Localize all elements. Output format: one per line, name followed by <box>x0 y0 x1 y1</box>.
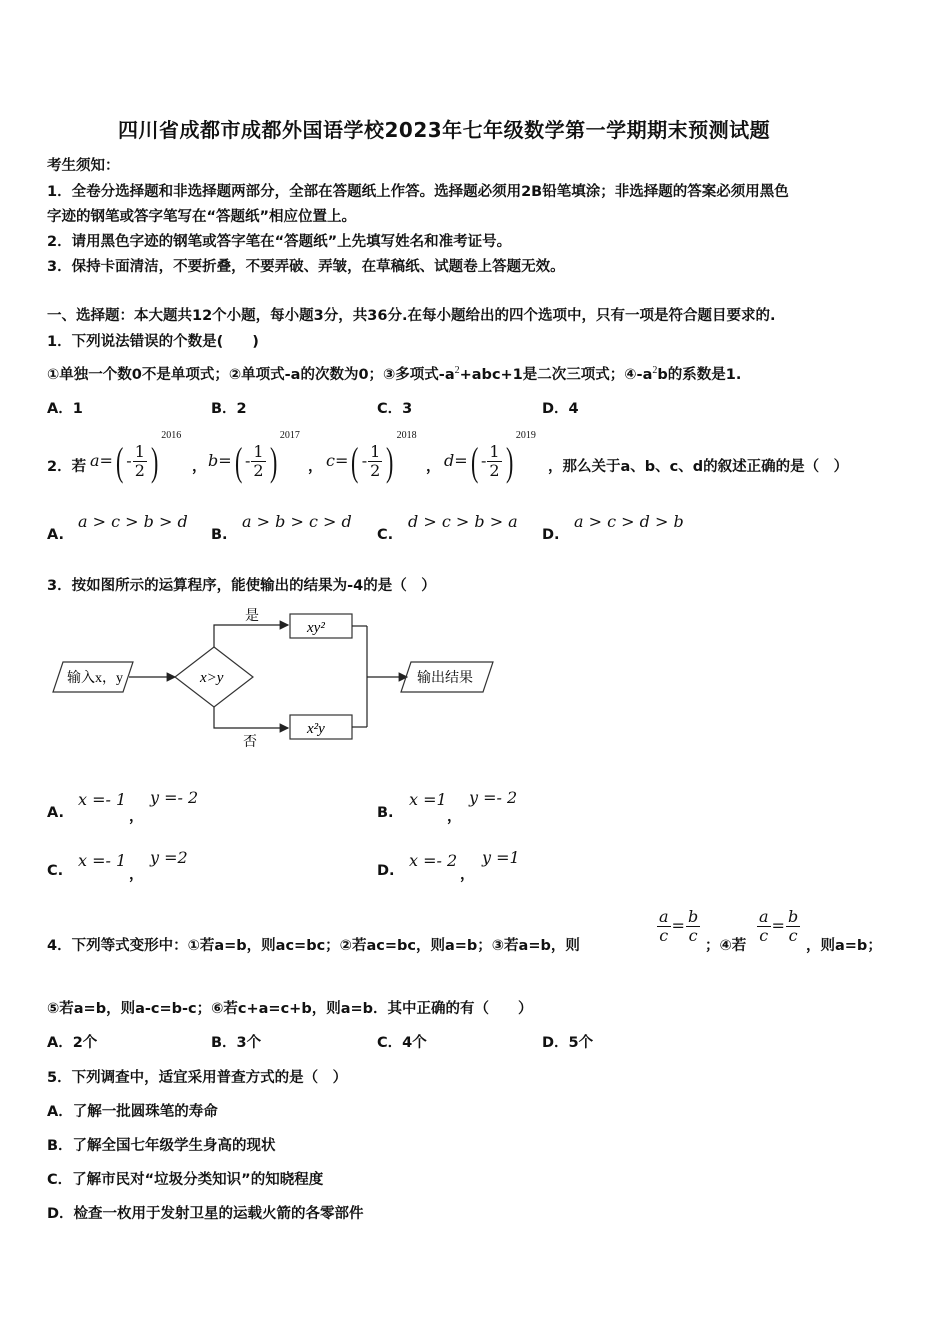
q4-stem-b: ；④若 <box>705 938 747 954</box>
flow-no-label: 否 <box>243 735 257 750</box>
q3-option-c-label[interactable]: C. <box>47 863 64 879</box>
q4-stem-c: ，则a=b； <box>806 938 882 954</box>
q3-option-d-sep: ， <box>460 867 475 883</box>
q3-option-a-label[interactable]: A. <box>47 805 64 821</box>
notice-heading: 考生须知： <box>47 158 120 174</box>
q3-option-d-x[interactable]: x =- 2 <box>409 851 458 870</box>
q1-option-c[interactable]: C．3 <box>377 401 413 417</box>
q2-option-c[interactable]: d > c > b > a <box>408 512 518 531</box>
q2-option-d-label[interactable]: D. <box>542 527 560 543</box>
q2-option-d[interactable]: a > c > d > b <box>574 512 684 531</box>
q1-statements: ①单独一个数0不是单项式；②单项式-a的次数为0；③多项式$-a^2+abc+1$是二次三项式；$④-a^2b$的系数是1. <box>47 365 742 383</box>
flow-input-label: 输入x，y <box>67 671 123 686</box>
q2-expr-b: b=( - $\frac{1}{2}$ )$^{2017}$ <box>208 430 300 484</box>
q4-option-b[interactable]: B．3个 <box>211 1035 262 1051</box>
flow-no-op: x²y <box>307 721 325 737</box>
page-title: 四川省成都市成都外国语学校2023年七年级数学第一学期期末预测试题 <box>118 118 771 142</box>
notice-item-1: 1．全卷分选择题和非选择题两部分，全部在答题纸上作答。选择题必须用2B铅笔填涂；非选择题的答案必须用黑色 <box>47 184 789 200</box>
q1-option-a[interactable]: A．1 <box>47 401 83 417</box>
q3-option-b-label[interactable]: B. <box>377 805 394 821</box>
q3-option-a-x[interactable]: x =- 1 <box>78 790 127 809</box>
flow-arrow-yes <box>214 625 288 647</box>
q2-option-a[interactable]: a > c > b > d <box>78 512 188 531</box>
q4-fraction-4: $\frac{a}{c}$ = $\frac{b}{c}$ <box>759 907 799 945</box>
q4-stem: 4．下列等式变形中：①若a=b，则ac=bc；②若ac=bc，则a=b；③若a=b，则 <box>47 938 580 954</box>
q3-option-a-sep: ， <box>129 809 144 825</box>
q5-option-a[interactable]: A．了解一批圆珠笔的寿命 <box>47 1104 218 1120</box>
q2-option-a-label[interactable]: A. <box>47 527 64 543</box>
q2-option-c-label[interactable]: C. <box>377 527 394 543</box>
q3-option-c-x[interactable]: x =- 1 <box>78 851 127 870</box>
q2-expr-a: a=( - $\frac{1}{2}$ )$^{2016}$ <box>90 430 182 484</box>
flow-output-label: 输出结果 <box>417 671 473 686</box>
q3-stem: 3．按如图所示的运算程序，能使输出的结果为-4的是（ ） <box>47 578 436 594</box>
q2-expr-c: c=( - $\frac{1}{2}$ )$^{2018}$ <box>326 430 417 484</box>
notice-item-2: 2．请用黑色字迹的钢笔或答字笔在“答题纸”上先填写姓名和准考证号。 <box>47 234 512 250</box>
q2-comma-1: ， <box>192 459 207 475</box>
q2-prefix: 2．若 <box>47 459 87 475</box>
q3-option-d-label[interactable]: D. <box>377 863 395 879</box>
flow-condition-label: x>y <box>200 670 224 686</box>
q4-option-d[interactable]: D．5个 <box>542 1035 594 1051</box>
notice-item-1-cont: 字迹的钢笔或答字笔写在“答题纸”相应位置上。 <box>47 209 357 225</box>
q5-option-b[interactable]: B．了解全国七年级学生身高的现状 <box>47 1138 276 1154</box>
flow-arrow-no <box>214 707 288 728</box>
q3-option-b-x[interactable]: x =1 <box>409 790 447 809</box>
q2-suffix: ，那么关于a、b、c、d的叙述正确的是（ ） <box>548 459 849 475</box>
section-heading: 一、选择题：本大题共12个小题，每小题3分，共36分.在每小题给出的四个选项中，只有一项是符合题目要求的. <box>47 308 776 324</box>
q1-option-b[interactable]: B．2 <box>211 401 247 417</box>
q2-comma-2: ， <box>308 459 323 475</box>
q5-option-d[interactable]: D．检查一枚用于发射卫星的运载火箭的各零部件 <box>47 1206 364 1222</box>
q3-option-d-y[interactable]: y =1 <box>482 848 520 867</box>
q2-comma-3: ， <box>426 459 441 475</box>
q2-expr-d: d=( - $\frac{1}{2}$ )$^{2019}$ <box>444 430 536 484</box>
q4-option-c[interactable]: C．4个 <box>377 1035 427 1051</box>
q3-option-b-y[interactable]: y =- 2 <box>469 788 518 807</box>
q4-line2: ⑤若a=b，则a-c=b-c；⑥若c+a=c+b，则a=b．其中正确的有（ ） <box>47 1001 533 1017</box>
q1-option-d[interactable]: D．4 <box>542 401 579 417</box>
q2-option-b[interactable]: a > b > c > d <box>242 512 352 531</box>
q4-option-a[interactable]: A．2个 <box>47 1035 98 1051</box>
q3-option-c-y[interactable]: y =2 <box>150 848 188 867</box>
flow-yes-label: 是 <box>245 609 259 624</box>
q5-option-c[interactable]: C．了解市民对“垃圾分类知识”的知晓程度 <box>47 1172 324 1188</box>
flow-yes-op: xy² <box>307 620 325 636</box>
q3-flowchart <box>45 600 505 760</box>
q4-fraction-3: $\frac{a}{c}$ = $\frac{b}{c}$ <box>659 907 699 945</box>
q2-option-b-label[interactable]: B. <box>211 527 228 543</box>
q3-option-c-sep: ， <box>129 867 144 883</box>
q3-option-b-sep: ， <box>447 809 462 825</box>
q1-stem: 1．下列说法错误的个数是( ) <box>47 334 259 350</box>
q3-option-a-y[interactable]: y =- 2 <box>150 788 199 807</box>
q5-stem: 5．下列调查中，适宜采用普查方式的是（ ） <box>47 1070 348 1086</box>
notice-item-3: 3．保持卡面清洁，不要折叠，不要弄破、弄皱，在草稿纸、试题卷上答题无效。 <box>47 259 565 275</box>
